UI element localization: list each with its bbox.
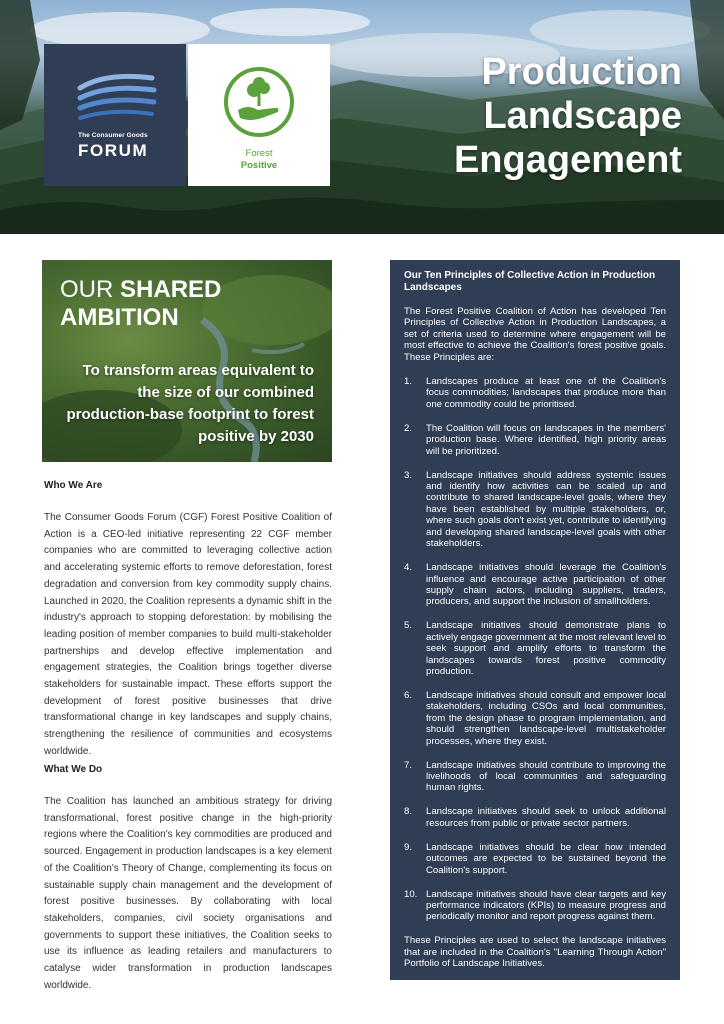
principle-number: 8.: [404, 806, 413, 818]
principle-number: 1.: [404, 376, 413, 388]
what-we-do-body: The Coalition has launched an ambitious strategy for driving transformational, forest positive change in the high-priority regions where the Coalition's key commodities are produced and sourced. Engagement in production landscapes is a key element of the Coalition's Theory of Change, complementing its focus on sustainable supply chain management and the development of forest positive businesses. By collaborating with local stakeholders, companies, civil society organisations and governments to support these initiatives, the Coalition seeks to use its influence as leading retailers and manufacturers to catalyse wider transformation in production landscapes worldwide.: [44, 796, 332, 991]
principle-number: 3.: [404, 469, 413, 481]
who-we-are-section: [44, 480, 332, 761]
principle-text: Landscape initiatives should address systemic issues and identify how activities can be scaled up and contribute to shared landscape-level goals, where they have been established by multiple stakeholders, or, where such goals don't exist yet, contribute to identifying and developing shared landscape-level goals with other stakeholders.: [426, 469, 666, 550]
principle-number: 6.: [404, 689, 413, 701]
principle-item: [404, 470, 666, 550]
principle-number: 9.: [404, 841, 413, 853]
principle-text: Landscape initiatives should have clear targets and key performance indicators (KPIs) to measure progress and periodically monitor and report progress against them.: [426, 888, 666, 923]
principle-text: Landscape initiatives should consult and empower local stakeholders, including CSOs and local communities, from the design phase to program implementation, and should strengthen landscape-level multistakeholder processes, where they exist.: [426, 689, 666, 747]
who-we-are-body: The Consumer Goods Forum (CGF) Forest Positive Coalition of Action is a CEO-led initiative representing 22 CGF member companies who are committed to leveraging collective action and accelerating systemic efforts to remove deforestation, forest degradation and conversion from key commodity supply chains. Launched in 2020, the Coalition represents a dynamic shift in the industry's approach to stopping deforestation: by mobilising the leading position of member companies to build multi-stakeholder partnerships and develop effective implementation and engagement strategies, the Coalition brings together diverse stakeholders for sustainable impact. These efforts support the development of forest positive businesses that drive transformational change in key landscapes and supply chains, strengthening the resilience of communities and ecosystems worldwide.: [44, 512, 332, 757]
principle-item: [404, 690, 666, 747]
principle-number: 4.: [404, 562, 413, 574]
tree-in-hand-icon: [188, 44, 330, 144]
principle-text: Landscape initiatives should leverage the Coalition's influence and encourage active participation of other supply chain actors, including suppliers, traders, producers, and support the inclusion of smallholders.: [426, 562, 666, 608]
principle-item: [404, 806, 666, 829]
positive-label: Positive: [240, 160, 278, 171]
title-line-3: Engagement: [453, 139, 682, 181]
ambition-statement: To transform areas equivalent to the size of our combined production-base footprint to forest positive by 2030: [66, 362, 314, 445]
principles-title: Our Ten Principles of Collective Action in Production Landscapes: [404, 270, 656, 293]
principles-panel: [390, 260, 680, 980]
ambition-heading-bold-1: SHARED: [120, 276, 222, 303]
title-line-1: Production: [481, 51, 682, 93]
principle-item: [404, 842, 666, 876]
principle-text: Landscape initiatives should demonstrate plans to actively engage government at the most relevant level to seek support and amplify efforts to transform the landscapes towards forest positive commodity production.: [426, 620, 666, 677]
principles-intro: The Forest Positive Coalition of Action has developed Ten Principles of Collective Action in Production Landscapes, a set of criteria used to determine where engagement will be most effective to achieve the Coalition's forest positive goals. These Principles are:: [404, 306, 666, 363]
principle-text: Landscape initiatives should be clear how intended outcomes are expected to be sustained beyond the Coalition's support.: [426, 841, 666, 876]
shared-ambition-box: [42, 260, 332, 462]
title-line-2: Landscape: [483, 95, 682, 137]
hero-banner: [0, 0, 724, 234]
principle-text: Landscape initiatives should seek to unlock additional resources from public or private sector partners.: [426, 806, 666, 829]
logo-small-text: The Consumer Goods: [78, 132, 148, 139]
page-title: [382, 50, 682, 182]
logo-big-text: FORUM: [78, 141, 149, 160]
principle-text: Landscapes produce at least one of the Coalition's focus commodities; landscapes that produce more than one commodity could be prioritised.: [426, 376, 666, 410]
forest-positive-badge: [188, 44, 330, 186]
ambition-heading: [60, 276, 221, 332]
principle-text: The Coalition will focus on landscapes in the members' production base. Where identified, high priority areas will be prioritized.: [426, 422, 666, 457]
principle-text: Landscape initiatives should contribute to improving the livelihoods of local communities and safeguarding human rights.: [426, 759, 666, 794]
cgf-swoosh-icon: [44, 44, 186, 134]
principle-number: 5.: [404, 620, 413, 632]
principle-item: [404, 376, 666, 410]
principle-item: [404, 562, 666, 608]
principle-item: [404, 423, 666, 457]
what-we-do-heading: What We Do: [44, 764, 103, 775]
cgf-logo: [44, 44, 186, 186]
ambition-heading-light: OUR: [60, 276, 114, 303]
who-we-are-heading: Who We Are: [44, 480, 103, 491]
principles-outro: These Principles are used to select the landscape initiatives that are included in the Coalition's "Learning Through Action" Portfolio of Landscape Initiatives.: [404, 935, 666, 970]
principle-number: 2.: [404, 422, 413, 434]
what-we-do-section: [44, 764, 332, 994]
principle-item: [404, 760, 666, 794]
principle-number: 7.: [404, 759, 413, 771]
principle-number: 10.: [404, 888, 418, 900]
forest-label: Forest: [245, 148, 273, 159]
principle-item: [404, 620, 666, 677]
ambition-heading-bold-2: AMBITION: [60, 304, 179, 331]
principle-item: [404, 889, 666, 923]
principles-list: [404, 376, 666, 923]
